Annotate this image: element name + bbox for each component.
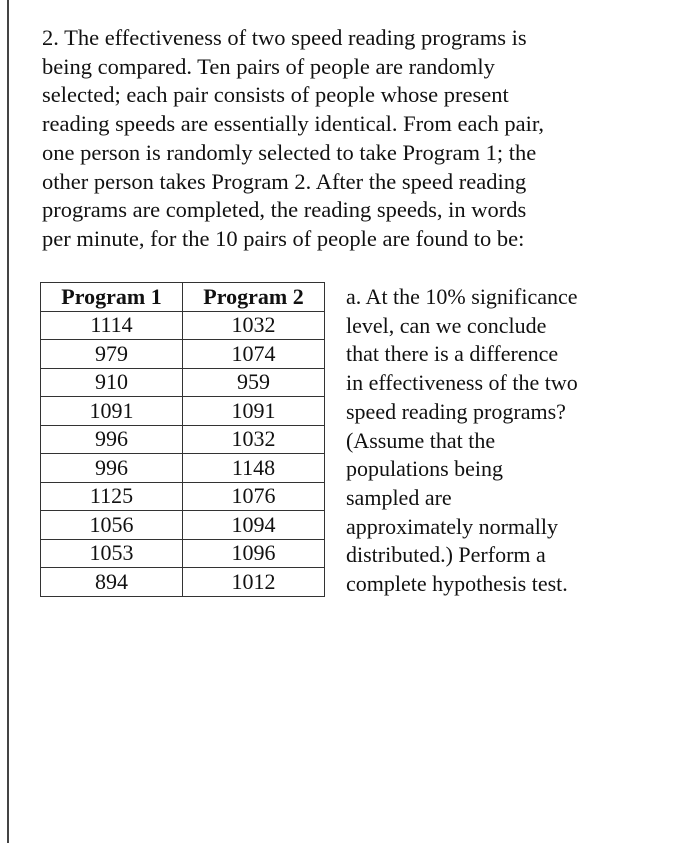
question-line: in effectiveness of the two — [346, 370, 578, 396]
program-1-cell: 979 — [41, 340, 183, 369]
question-line: distributed.) Perform a — [346, 542, 546, 568]
table-row — [41, 454, 325, 483]
program-1-cell: 1114 — [41, 311, 183, 340]
problem-line: 2. The effectiveness of two speed reading programs is — [42, 25, 527, 50]
question-line: approximately normally — [346, 513, 558, 539]
problem-line: one person is randomly selected to take Program 1; the — [42, 139, 537, 165]
table-row — [41, 482, 325, 511]
problem-line: selected; each pair consists of people whose present — [42, 82, 509, 108]
table-row — [41, 425, 325, 454]
program-2-cell: 1032 — [183, 425, 325, 454]
problem-line: reading speeds are essentially identical. From each pair, — [42, 111, 545, 137]
program-2-cell: 1012 — [183, 568, 325, 597]
program-1-cell: 996 — [41, 454, 183, 483]
program-2-cell: 959 — [183, 368, 325, 397]
question-line: level, can we conclude — [346, 312, 547, 338]
left-margin-rule — [7, 0, 9, 843]
question-line: a. At the 10% significance — [346, 284, 578, 309]
table-row — [41, 340, 325, 369]
problem-line: being compared. Ten pairs of people are randomly — [42, 53, 495, 79]
program-1-cell: 894 — [41, 568, 183, 597]
program-1-cell: 1091 — [41, 397, 183, 426]
program-2-cell: 1148 — [183, 454, 325, 483]
question-a — [346, 283, 578, 599]
table-row — [41, 511, 325, 540]
question-line: sampled are — [346, 484, 452, 510]
program-1-cell: 1053 — [41, 539, 183, 568]
table-row — [41, 311, 325, 340]
program-2-cell: 1076 — [183, 482, 325, 511]
question-line: (Assume that the — [346, 427, 496, 453]
question-line: complete hypothesis test. — [346, 571, 568, 597]
program-2-cell: 1096 — [183, 539, 325, 568]
program-2-cell: 1074 — [183, 340, 325, 369]
table-row — [41, 568, 325, 597]
problem-line: other person takes Program 2. After the speed reading — [42, 168, 527, 194]
question-line: that there is a difference — [346, 341, 559, 367]
program-1-cell: 1125 — [41, 482, 183, 511]
problem-line: programs are completed, the reading speeds, in words — [42, 197, 527, 223]
reading-speed-table — [40, 282, 325, 597]
program-2-cell: 1094 — [183, 511, 325, 540]
question-line: populations being — [346, 456, 504, 482]
problem-line: per minute, for the 10 pairs of people are found to be: — [42, 225, 525, 251]
problem-statement — [42, 24, 642, 254]
table-header-row — [41, 283, 325, 312]
table-row — [41, 539, 325, 568]
program-2-cell: 1091 — [183, 397, 325, 426]
program-1-cell: 1056 — [41, 511, 183, 540]
program-1-cell: 910 — [41, 368, 183, 397]
header-program-1: Program 1 — [41, 283, 183, 312]
program-1-cell: 996 — [41, 425, 183, 454]
table-row — [41, 397, 325, 426]
header-program-2: Program 2 — [183, 283, 325, 312]
program-2-cell: 1032 — [183, 311, 325, 340]
table-row — [41, 368, 325, 397]
question-line: speed reading programs? — [346, 398, 566, 424]
